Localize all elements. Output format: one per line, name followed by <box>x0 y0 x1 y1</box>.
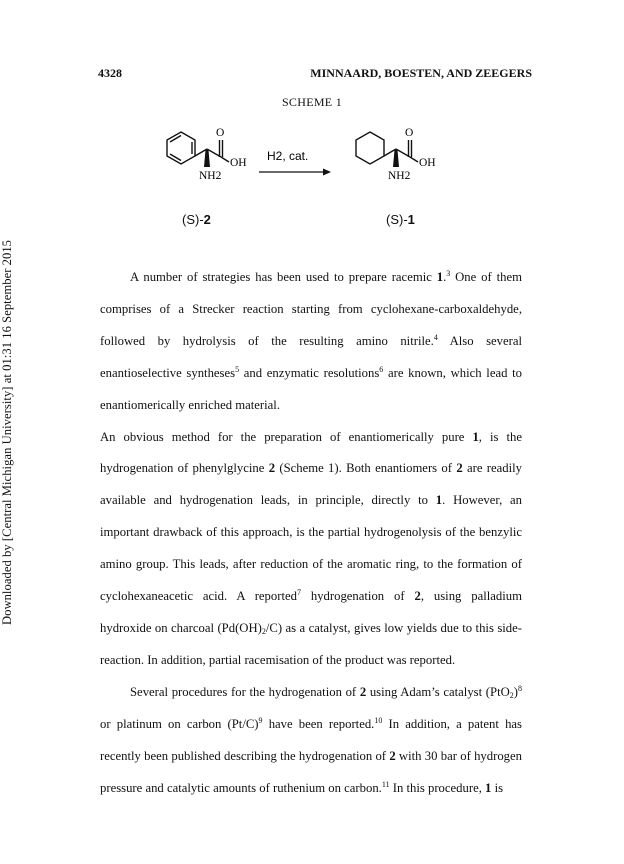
aromatic-double-bond <box>170 136 181 143</box>
compound-number: 1 <box>436 270 444 284</box>
bond-carbon-hydroxyl <box>221 157 229 162</box>
text-run: and enzymatic resolutions <box>239 365 380 380</box>
body-paragraph <box>100 677 522 805</box>
benzene-ring <box>167 132 195 164</box>
body-paragraph <box>100 422 522 677</box>
wedge-bond-amine <box>393 150 399 167</box>
compound-number: 1 <box>435 493 443 508</box>
reaction-reagent-label: H2, cat. <box>267 149 309 163</box>
text-run: are readily available and hydrogenation leads, in principle, directly to <box>100 461 522 508</box>
page-number: 4328 <box>98 66 122 80</box>
text-run: is <box>491 780 504 795</box>
cyclohexane-ring <box>356 132 384 164</box>
text-run: have been reported. <box>262 716 375 731</box>
compound-number: 2 <box>359 684 367 699</box>
text-run: or platinum on carbon (Pt/C) <box>100 716 259 731</box>
compound-number: 2 <box>456 461 463 476</box>
reference-superscript: 5 <box>235 364 240 374</box>
left-amine-label <box>199 170 222 182</box>
text-run: One of them comprises of a Strecker reaction starting from cyclohexane-carboxaldehyde, followed by hydrolysis of the resulting amino nitrile. <box>100 270 522 348</box>
scheme-title: SCHEME 1 <box>281 95 343 109</box>
text-run: with 30 bar of hydrogen pressure and catalytic amounts of ruthenium on carbon. <box>100 748 522 795</box>
compound-label-right <box>386 212 415 227</box>
reference-superscript: 3 <box>446 269 451 278</box>
text-run: . <box>443 270 447 284</box>
text-run: In this procedure, <box>389 780 486 795</box>
article-body <box>100 262 522 804</box>
text-run: /C) as a catalyst, gives low yields due to this side-reaction. In addition, partial racemisation of the product was reported. <box>100 620 523 667</box>
right-oxygen-label: O <box>405 127 414 139</box>
compound-number: 2 <box>389 748 396 763</box>
right-amine-label: NH2 <box>388 170 411 182</box>
left-oxygen-label: O <box>216 127 225 139</box>
text-run: ) <box>513 684 519 699</box>
right-hydroxyl-label: OH <box>419 157 436 169</box>
compound-label-right-prefix: (S)- <box>386 212 408 227</box>
left-amine-label-text: NH2 <box>199 170 222 182</box>
subscript: 2 <box>261 626 266 636</box>
subscript: 2 <box>509 690 514 700</box>
reference-superscript: 10 <box>374 715 383 725</box>
download-watermark <box>0 0 17 864</box>
download-watermark-text: Downloaded by [Central Michigan University] at 01:31 16 September 2015 <box>0 239 15 625</box>
text-run: hydrogenation of <box>300 589 415 604</box>
compound-number: 2 <box>268 461 276 476</box>
text-run: A number of strategies has been used to prepare racemic <box>130 270 437 284</box>
left-hydroxyl-label: OH <box>230 157 247 169</box>
text-run: . However, an important drawback of this approach, is the partial hydrogenolysis of the benzylic amino group. This leads, after reduction of the aromatic ring, to the formation of cyclohexaneacetic acid. A reported <box>100 493 523 604</box>
text-run: are known, which lead to enantiomerically enriched material. <box>100 365 522 412</box>
compound-label-left-number: 2 <box>203 212 211 227</box>
reference-superscript: 7 <box>296 588 301 598</box>
running-header-authors: MINNAARD, BOESTEN, AND ZEEGERS <box>310 66 532 80</box>
aromatic-double-bond <box>170 154 181 161</box>
text-run: Also several enantioselective syntheses <box>100 333 523 380</box>
compound-number: 2 <box>414 589 421 604</box>
compound-number: 1 <box>472 429 479 444</box>
text-run: (Scheme 1). Both enantiomers of <box>275 461 457 476</box>
compound-label-left-prefix: (S)- <box>182 212 204 227</box>
body-paragraph <box>100 262 522 422</box>
text-run: An obvious method for the preparation of enantiomerically pure <box>100 429 473 444</box>
reference-superscript: 4 <box>433 332 438 342</box>
text-run: , using palladium hydroxide on charcoal (Pd(OH) <box>100 589 523 635</box>
text-run: In addition, a patent has recently been published describing the hydrogenation of <box>100 716 522 763</box>
compound-label-right-number: 1 <box>407 212 415 227</box>
compound-number: 1 <box>485 780 492 795</box>
reference-superscript: 6 <box>379 364 384 374</box>
bond-carbon-hydroxyl <box>410 157 418 162</box>
wedge-bond-amine <box>204 150 210 167</box>
scheme-1-diagram <box>155 120 475 210</box>
text-run: , is the hydrogenation of phenylglycine <box>100 429 522 476</box>
compound-label-left <box>182 212 211 227</box>
reference-superscript: 8 <box>518 683 523 693</box>
reference-superscript: 11 <box>381 779 390 789</box>
text-run: Several procedures for the hydrogenation of <box>130 684 360 699</box>
reaction-arrow-head <box>323 169 331 176</box>
text-run: using Adam’s catalyst (PtO <box>366 684 510 699</box>
reference-superscript: 9 <box>258 715 263 725</box>
